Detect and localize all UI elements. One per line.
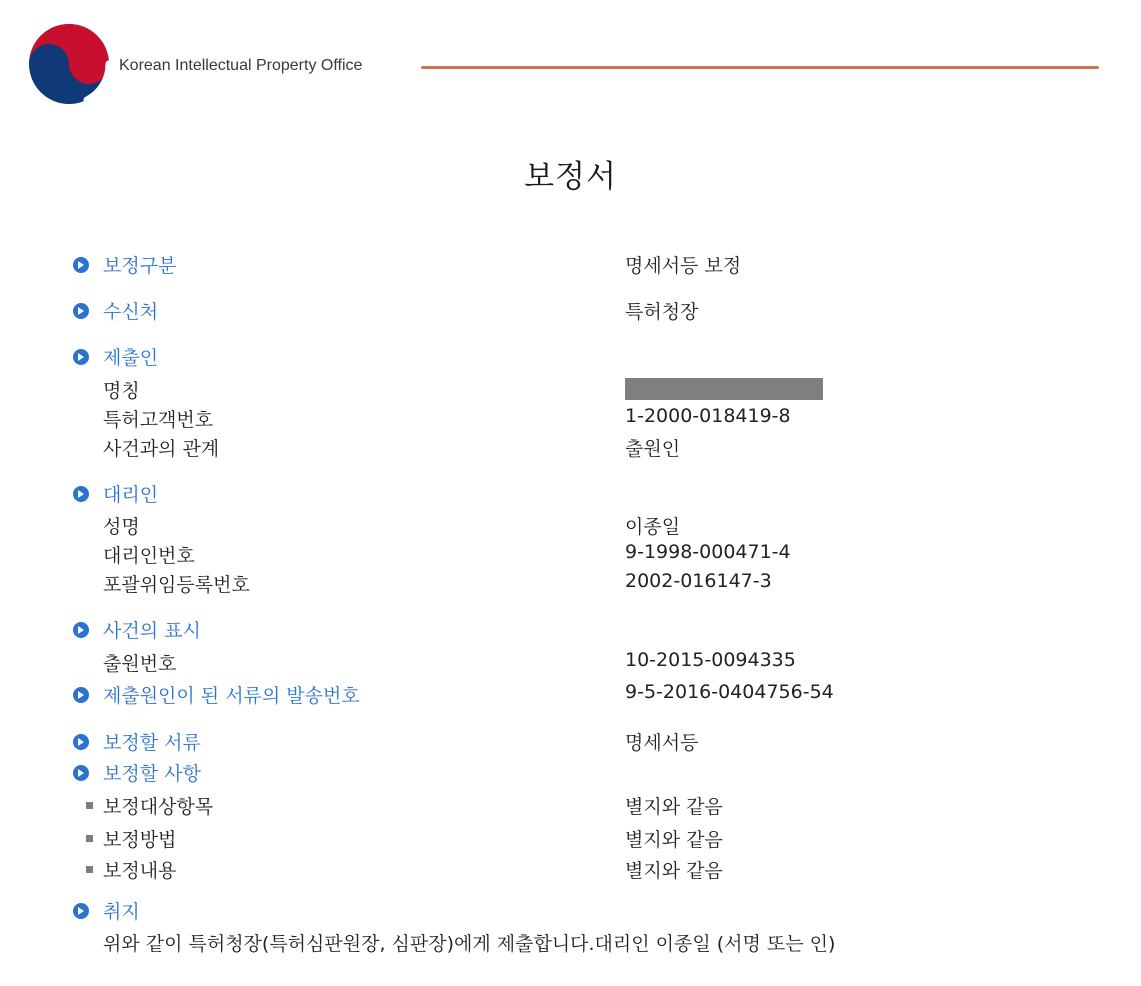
arrow-circle-icon [73, 257, 89, 273]
header-divider [421, 66, 1099, 69]
submitter-name-label: 명칭 [103, 380, 140, 402]
arrow-circle-icon [73, 903, 89, 919]
arrow-circle-icon [73, 687, 89, 703]
square-bullet-icon [86, 835, 93, 842]
section-purpose [73, 897, 140, 924]
list-item [86, 856, 176, 883]
agent-number-label: 대리인번호 [103, 545, 195, 567]
section-label: 제출인 [103, 347, 159, 369]
customer-number-label: 특허고객번호 [103, 409, 214, 431]
item-value: 별지와 같음 [625, 796, 723, 818]
relation-value: 출원인 [625, 438, 681, 460]
section-label: 보정할 사항 [103, 763, 201, 785]
section-label: 취지 [103, 901, 140, 923]
application-number-label: 출원번호 [103, 653, 177, 675]
arrow-circle-icon [73, 349, 89, 365]
relation-label: 사건과의 관계 [103, 438, 220, 460]
agent-number-value: 9-1998-000471-4 [625, 541, 791, 563]
item-label: 보정대상항목 [103, 796, 214, 818]
recipient-value: 특허청장 [625, 301, 699, 323]
customer-number-value: 1-2000-018419-8 [625, 405, 791, 427]
agent-name-value: 이종일 [625, 516, 681, 538]
section-recipient [73, 297, 158, 324]
item-label: 보정내용 [103, 860, 177, 882]
item-value: 별지와 같음 [625, 829, 723, 851]
section-amendment-type [73, 251, 176, 278]
general-poa-value: 2002-016147-3 [625, 570, 772, 592]
section-label: 수신처 [103, 301, 159, 323]
square-bullet-icon [86, 866, 93, 873]
section-documents [73, 728, 201, 755]
organization-name: Korean Intellectual Property Office [119, 57, 363, 74]
document-title: 보정서 [524, 159, 617, 195]
application-number-value: 10-2015-0094335 [625, 649, 796, 671]
arrow-circle-icon [73, 303, 89, 319]
agent-name-label: 성명 [103, 516, 140, 538]
item-label: 보정방법 [103, 829, 177, 851]
arrow-circle-icon [73, 486, 89, 502]
documents-value: 명세서등 [625, 732, 699, 754]
arrow-circle-icon [73, 622, 89, 638]
redacted-submitter-name [625, 378, 823, 400]
section-items [73, 759, 201, 786]
section-agent [73, 480, 158, 507]
section-label: 대리인 [103, 484, 159, 506]
item-value: 별지와 같음 [625, 860, 723, 882]
kipo-logo [27, 22, 111, 106]
list-item [86, 825, 176, 852]
general-poa-label: 포괄위임등록번호 [103, 574, 250, 596]
section-label: 사건의 표시 [103, 620, 201, 642]
section-label: 보정구분 [103, 255, 177, 277]
amendment-type-value: 명세서등 보정 [625, 255, 742, 277]
dispatch-number-value: 9-5-2016-0404756-54 [625, 681, 834, 703]
section-label: 제출원인이 된 서류의 발송번호 [103, 685, 360, 707]
section-label: 보정할 서류 [103, 732, 201, 754]
arrow-circle-icon [73, 765, 89, 781]
list-item [86, 792, 213, 819]
header [0, 0, 1141, 120]
section-case [73, 616, 201, 643]
arrow-circle-icon [73, 734, 89, 750]
square-bullet-icon [86, 802, 93, 809]
purpose-statement: 위와 같이 특허청장(특허심판원장, 심판장)에게 제출합니다.대리인 이종일 (서명 또는 인) [103, 933, 836, 955]
section-dispatch-number [73, 681, 360, 708]
section-submitter [73, 343, 158, 370]
